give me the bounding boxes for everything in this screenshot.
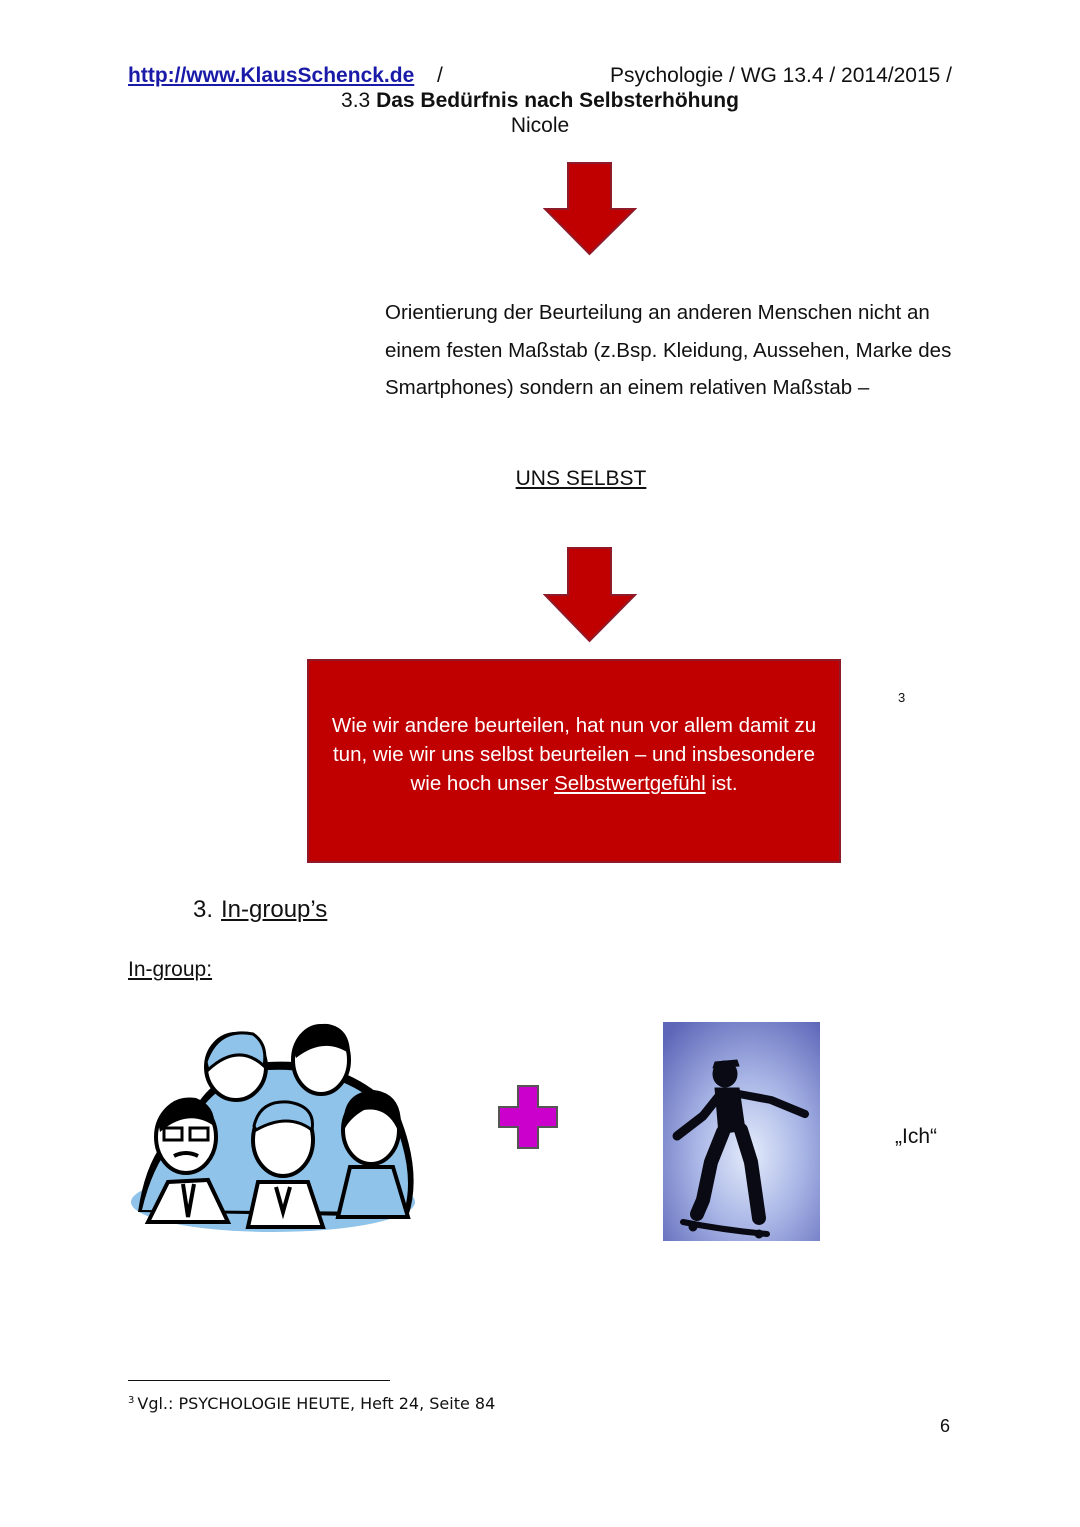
header-link[interactable]: http://www.KlausSchenck.de xyxy=(128,64,415,87)
footnote-marker: 3 xyxy=(898,690,906,705)
subheading-number: 3. xyxy=(193,896,214,923)
plus-icon xyxy=(497,1085,559,1149)
subheading xyxy=(193,896,327,924)
footnote xyxy=(128,1394,495,1413)
section-number: 3.3 xyxy=(341,89,371,112)
ingroup-label: In-group: xyxy=(128,958,213,981)
box-underlined-term: Selbstwertgefühl xyxy=(554,772,706,795)
page-number: 6 xyxy=(940,1416,951,1436)
body-paragraph: Orientierung der Beurteilung an anderen Menschen nicht an einem festen Maßstab (z.Bsp. Kleidung, Aussehen, Marke des Smartphones) sondern an einem relativen Maßstab – xyxy=(385,301,952,399)
header-separator: / xyxy=(437,64,443,87)
footnote-number: 3 xyxy=(128,1395,135,1406)
section-heading: Das Bedürfnis nach Selbsterhöhung xyxy=(376,89,739,112)
footnote-text: Vgl.: PSYCHOLOGIE HEUTE, Heft 24, Seite 84 xyxy=(137,1394,496,1413)
emphasis-text: UNS SELBST xyxy=(515,467,647,490)
group-people-illustration xyxy=(128,1022,418,1234)
box-text-before: Wie wir andere beurteilen, hat nun vor allem damit zu tun, wie wir uns selbst beurteilen – und insbesondere wie hoch unser xyxy=(331,714,817,795)
header-course: Psychologie / WG 13.4 / 2014/2015 / xyxy=(609,64,952,87)
down-arrow-icon xyxy=(543,547,637,643)
highlight-box xyxy=(307,659,841,863)
down-arrow-icon xyxy=(543,162,637,256)
footnote-divider xyxy=(128,1380,390,1381)
section-title xyxy=(0,89,1080,113)
skater-silhouette-image xyxy=(663,1022,820,1241)
subheading-title: In-group’s xyxy=(221,896,328,923)
box-text-after: ist. xyxy=(711,772,738,795)
author-name: Nicole xyxy=(510,114,570,137)
ich-label: „Ich“ xyxy=(895,1125,937,1148)
